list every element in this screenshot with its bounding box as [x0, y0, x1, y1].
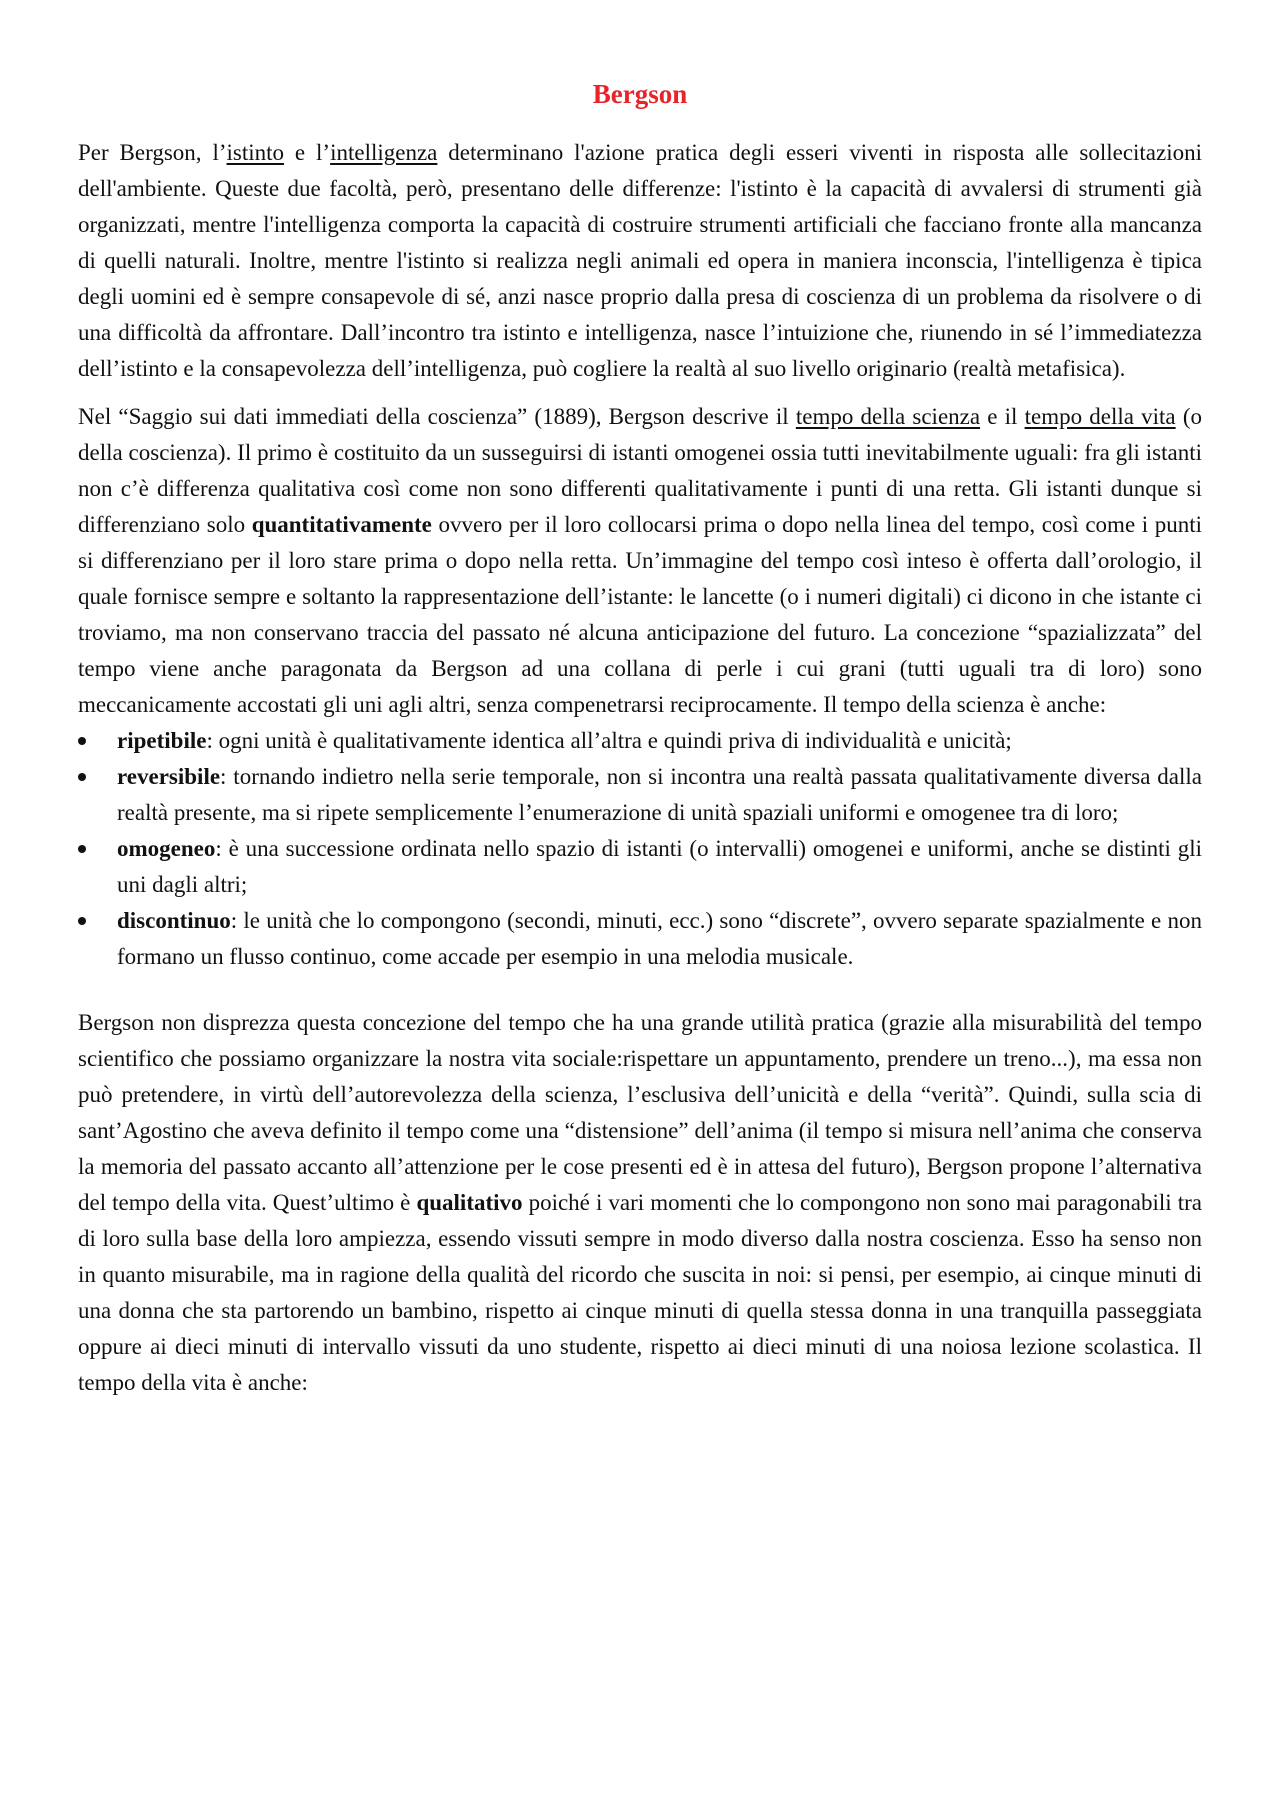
bold-term: discontinuo: [117, 908, 231, 933]
text-run: e il: [980, 404, 1025, 429]
bullet-icon: [78, 917, 86, 925]
list-item-text: : è una successione ordinata nello spazio di istanti (o intervalli) omogenei e uniformi, anche se distinti gli uni dagli altri;: [117, 836, 1202, 897]
list-item: [78, 759, 1202, 831]
bold-term-quantitativamente: quantitativamente: [251, 512, 432, 537]
list-item: [78, 723, 1202, 759]
list-item-text: : le unità che lo compongono (secondi, minuti, ecc.) sono “discrete”, ovvero separate spazialmente e non formano un flusso continuo, come accade per esempio in una melodia musicale.: [117, 908, 1202, 969]
text-run: determinano l'azione pratica degli esseri viventi in risposta alle sollecitazioni dell'ambiente. Queste due facoltà, però, presentano delle differenze: l'istinto è la capacità di avvalersi di strumenti già organizzati, mentre l'intelligenza comporta la capacità di costruire strumenti artificiali che facciano fronte alla mancanza di quelli naturali. Inoltre, mentre l'istinto si realizza negli animali ed opera in maniera inconscia, l'intelligenza è tipica degli uomini ed è sempre consapevole di sé, anzi nasce proprio dalla presa di coscienza di un problema da risolvere o di una difficoltà da affrontare. Dall’incontro tra istinto e intelligenza, nasce l’intuizione che, riunendo in sé l’immediatezza dell’istinto e la consapevolezza dell’intelligenza, può cogliere la realtà al suo livello originario (realtà metafisica).: [78, 140, 1203, 381]
paragraph-istinto-intelligenza: [78, 135, 1202, 387]
text-run: ovvero per il loro collocarsi prima o dopo nella linea del tempo, così come i punti si differenziano per il loro stare prima o dopo nella retta. Un’immagine del tempo così inteso è offerta dall’orologio, il quale fornisce sempre e soltanto la rappresentazione dell’istante: le lancette (o i numeri digitali) ci dicono in che istante ci troviamo, ma non conservano traccia del passato né alcuna anticipazione del futuro. La concezione “spazializzata” del tempo viene anche paragonata da Bergson ad una collana di perle i cui grani (tutti uguali tra di loro) sono meccanicamente accostati gli uni agli altri, senza compenetrarsi reciprocamente. Il tempo della scienza è anche:: [78, 512, 1202, 717]
text-run: e l’: [284, 140, 331, 165]
text-run: Nel “Saggio sui dati immediati della coscienza” (1889), Bergson descrive il: [78, 404, 796, 429]
list-item: [78, 831, 1202, 903]
underlined-term-tempo-vita: tempo della vita: [1024, 404, 1176, 429]
text-run: poiché i vari momenti che lo compongono non sono mai paragonabili tra di loro sulla base della loro ampiezza, essendo vissuti sempre in modo diverso dalla nostra coscienza. Esso ha senso non in quanto misurabile, ma in ragione della qualità del ricordo che suscita in noi: si pensi, per esempio, ai cinque minuti di una donna che sta partorendo un bambino, rispetto ai cinque minuti di quella stessa donna in una tranquilla passeggiata oppure ai dieci minuti di intervallo vissuti da uno studente, rispetto ai dieci minuti di una noiosa lezione scolastica. Il tempo della vita è anche:: [78, 1190, 1202, 1395]
bullet-icon: [78, 845, 86, 853]
document-body: [78, 135, 1202, 1401]
bold-term: omogeneo: [117, 836, 216, 861]
paragraph-tempo-scienza: [78, 399, 1202, 723]
bullet-list: [78, 723, 1202, 975]
bullet-icon: [78, 773, 86, 781]
list-item: [78, 903, 1202, 975]
list-item-text: : ogni unità è qualitativamente identica all’altra e quindi priva di individualità e unicità;: [206, 728, 1012, 753]
text-run: Per Bergson, l’: [78, 140, 227, 165]
bold-term: reversibile: [117, 764, 221, 789]
bold-term-qualitativo: qualitativo: [416, 1190, 523, 1215]
bold-term: ripetibile: [117, 728, 207, 753]
paragraph-tempo-vita: [78, 1005, 1202, 1401]
underlined-term-intelligenza: intelligenza: [330, 140, 438, 165]
paragraph-spacer: [78, 387, 1202, 399]
bullet-icon: [78, 737, 86, 745]
text-run: (o della coscienza). Il primo è costituito da un susseguirsi di istanti omogenei ossia tutti inevitabilmente uguali: fra gli istanti non c’è differenza qualitativa così come non sono differenti qualitativamente i punti di una retta. Gli istanti dunque si differenziano solo: [78, 404, 1202, 537]
page-title: Bergson: [592, 79, 688, 109]
text-run: Bergson non disprezza questa concezione del tempo che ha una grande utilità pratica (grazie alla misurabilità del tempo scientifico che possiamo organizzare la nostra vita sociale:rispettare un appuntamento, prendere un treno...), ma essa non può pretendere, in virtù dell’autorevolezza della scienza, l’esclusiva dell’unicità e della “verità”. Quindi, sulla scia di sant’Agostino che aveva definito il tempo come una “distensione” dell’anima (il tempo si misura nell’anima che conserva la memoria del passato accanto all’attenzione per le cose presenti ed è in attesa del futuro), Bergson propone l’alternativa del tempo della vita. Quest’ultimo è: [78, 1010, 1202, 1215]
underlined-term-istinto: istinto: [226, 140, 285, 165]
list-item-text: : tornando indietro nella serie temporale, non si incontra una realtà passata qualitativamente diversa dalla realtà presente, ma si ripete semplicemente l’enumerazione di unità spaziali uniformi e omogenee tra di loro;: [117, 764, 1202, 825]
underlined-term-tempo-scienza: tempo della scienza: [795, 404, 981, 429]
paragraph-spacer: [78, 975, 1202, 1005]
